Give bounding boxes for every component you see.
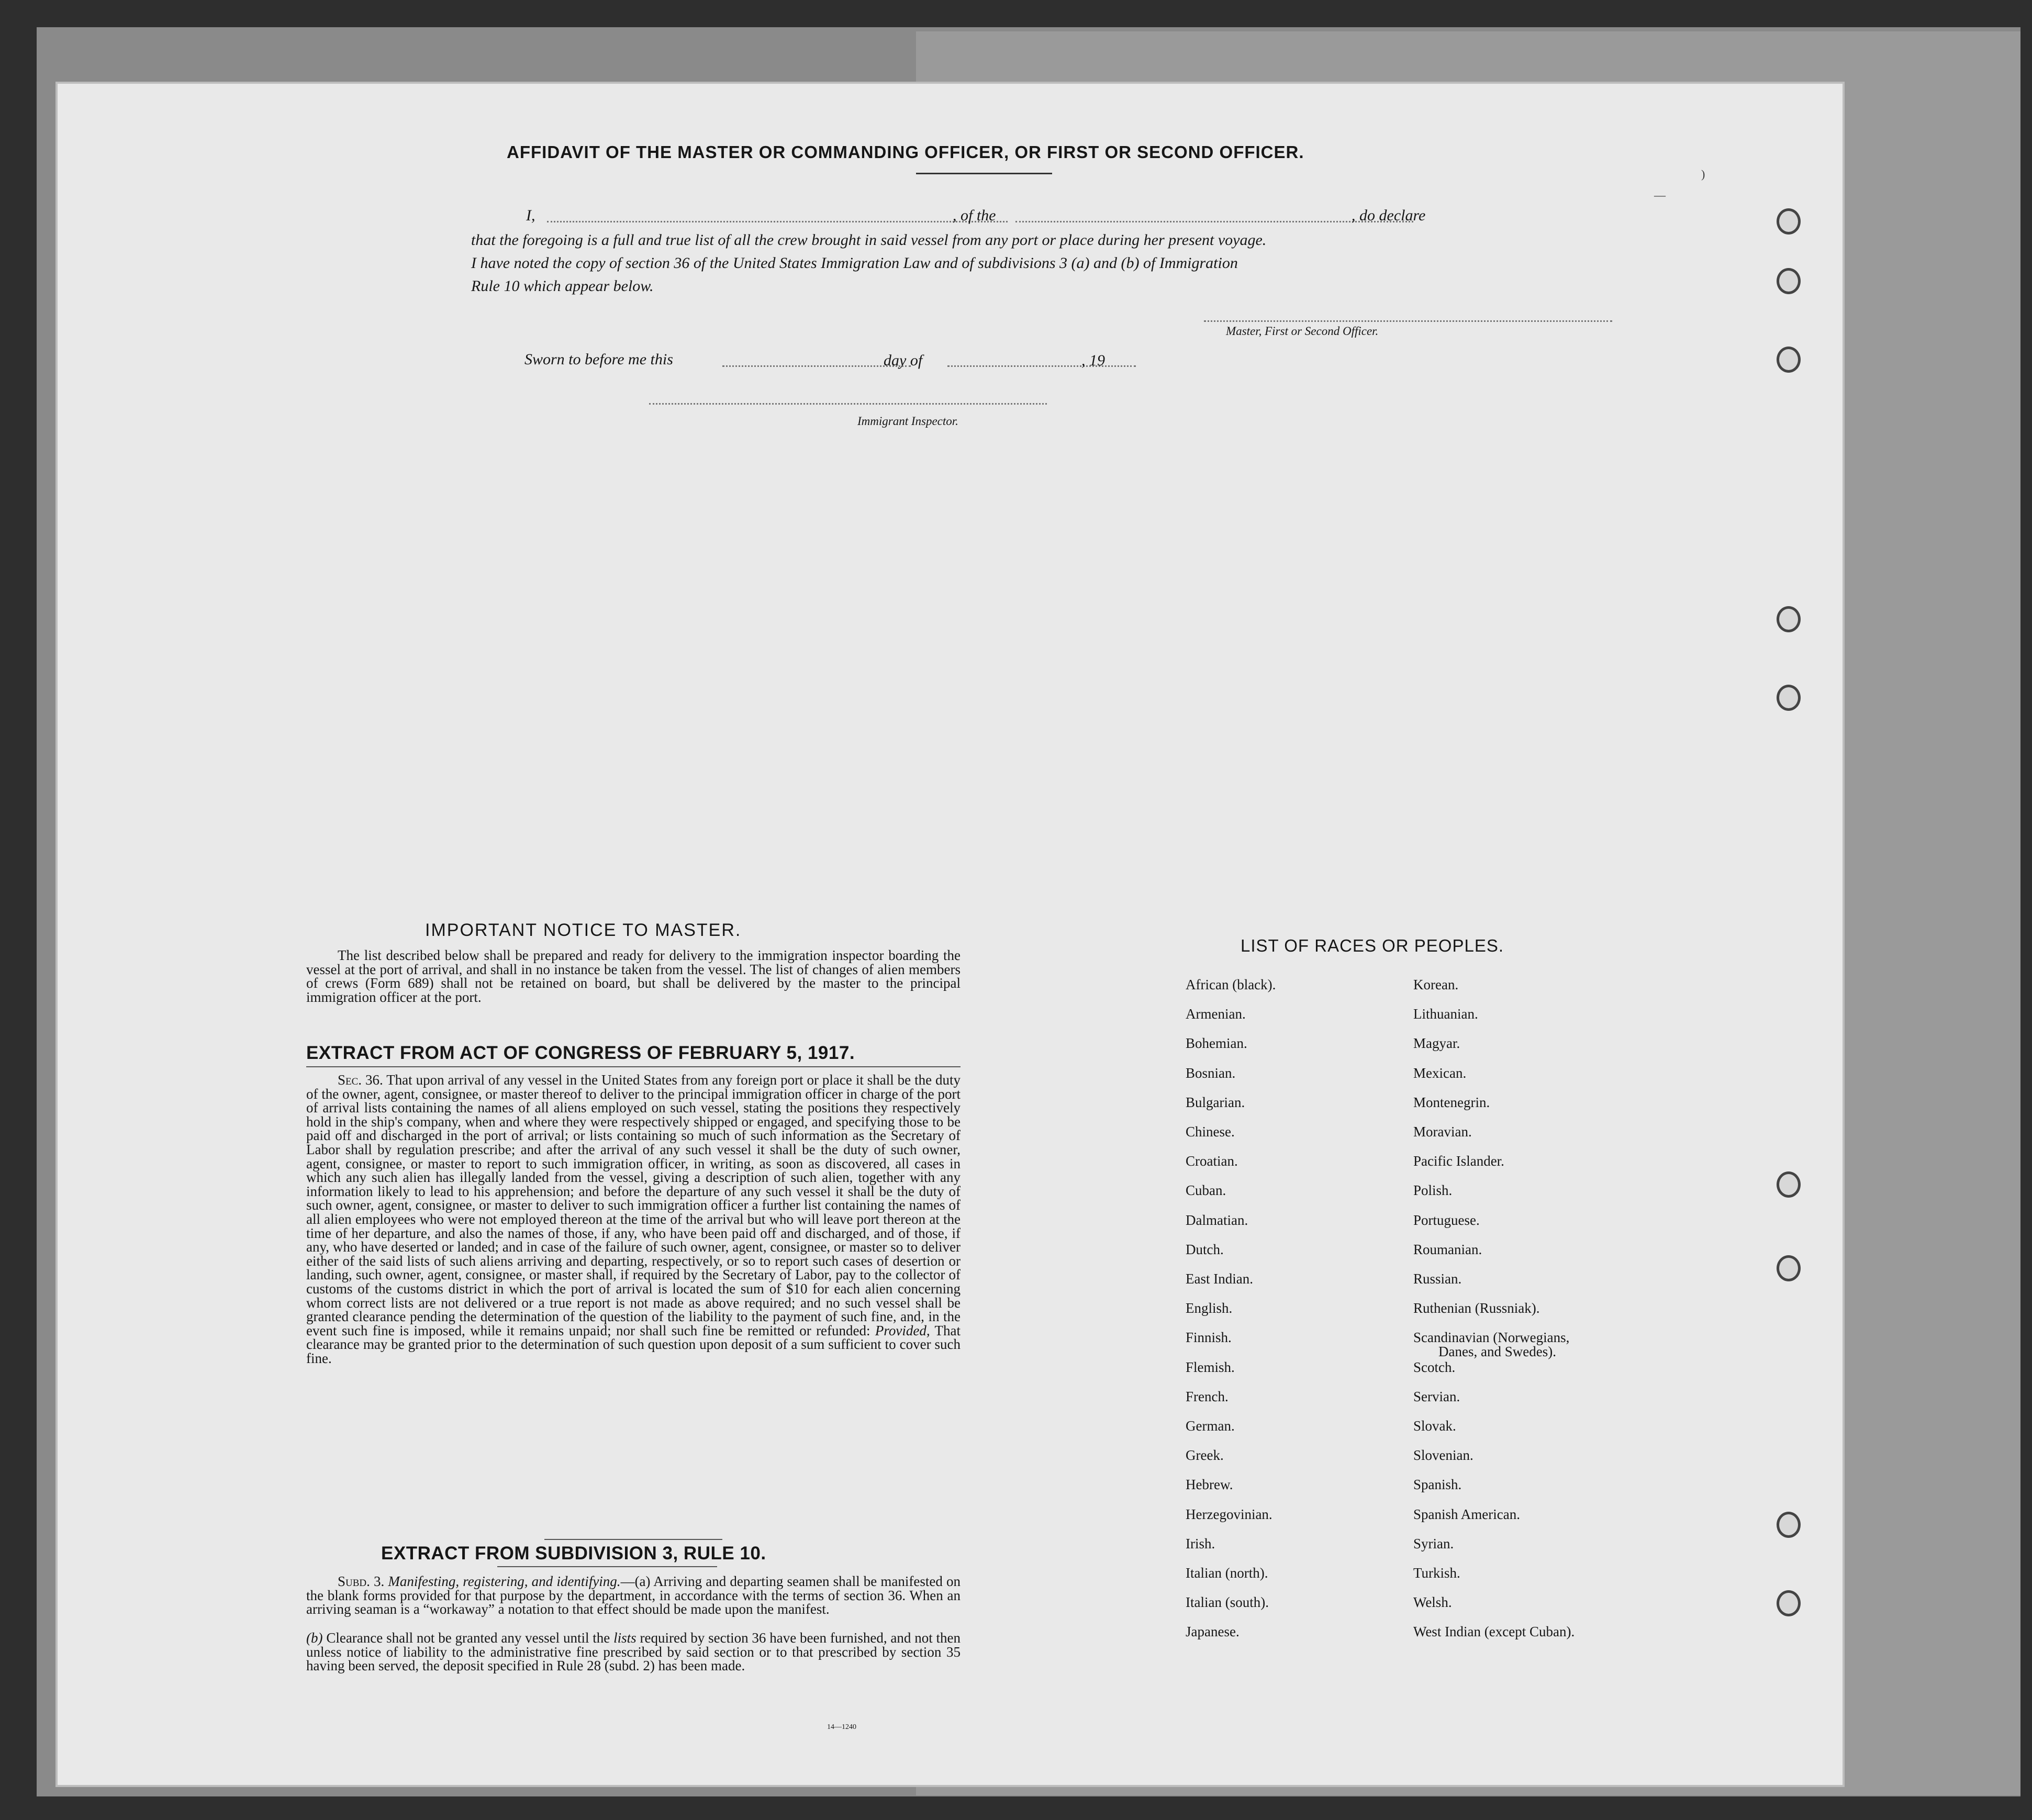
race-item: Slovenian.: [1413, 1447, 1473, 1464]
affidavit-of-the: , of the: [953, 207, 996, 224]
race-item: West Indian (except Cuban).: [1413, 1624, 1575, 1640]
race-item: Flemish.: [1186, 1359, 1235, 1375]
race-item: Lithuanian.: [1413, 1006, 1478, 1022]
para-b-lists: lists: [613, 1630, 637, 1646]
para-a-text: Arriving and departing seamen shall be manifested on the blank forms provided for that purpose by the department, in accordance with the terms of section 36. When an arriving seaman is a “workaway” a notation to that effect should be made upon the manifest.: [306, 1573, 961, 1617]
act-extract-title: EXTRACT FROM ACT OF CONGRESS OF FEBRUARY 5, 1917.: [306, 1043, 855, 1063]
race-item: Montenegrin.: [1413, 1094, 1490, 1110]
binder-hole: [1777, 268, 1801, 294]
race-item: Italian (north).: [1186, 1565, 1268, 1581]
manifest-page: [58, 84, 1843, 1785]
race-item: Italian (south).: [1186, 1594, 1269, 1611]
notice-body: [306, 948, 961, 1004]
race-item: Bohemian.: [1186, 1035, 1247, 1052]
race-item: Bosnian.: [1186, 1065, 1236, 1081]
binder-hole: [1777, 208, 1801, 235]
binder-hole: [1777, 1512, 1801, 1538]
race-item: Danes, and Swedes).: [1438, 1344, 1556, 1360]
race-item: Korean.: [1413, 977, 1459, 992]
race-item: Russian.: [1413, 1271, 1462, 1287]
year-text: , 19: [1081, 352, 1105, 369]
binder-hole: [1777, 347, 1801, 373]
rule-extract-para-b: [306, 1631, 961, 1673]
race-item: Irish.: [1186, 1535, 1215, 1551]
inspector-signature-line: [649, 403, 1047, 405]
form-number: 14—1240: [827, 1723, 856, 1731]
binder-hole: [1777, 1255, 1801, 1281]
rule-extract-para-a: [306, 1575, 961, 1616]
race-item: Japanese.: [1186, 1624, 1240, 1640]
race-item: Armenian.: [1186, 1006, 1246, 1022]
race-item: Dalmatian.: [1186, 1212, 1248, 1228]
sworn-month-blank: [947, 365, 1136, 367]
binder-hole: [1777, 606, 1801, 632]
race-item: Roumanian.: [1413, 1241, 1482, 1257]
section-36-text: That upon arrival of any vessel in the United States from any foreign port or place it shall be the duty of the owner, agent, consignee, or master thereof to deliver to the principal immigration officer in charge of the port of arrival lists containing the names of all aliens employed on such vessel, stating the positions they respectively hold in the ship's company, when and where they were respectively shipped or engaged, and specifying those to be paid off and discharged in the port of arrival; or lists containing so much of such information as the Secretary of Labor shall by regulation prescribe; and after the arrival of any such vessel it shall be the duty of such owner, agent, consignee, or master to report to such immigration officer, in writing, as soon as discovered, all cases in which any such alien has illegally landed from the vessel, giving a description of such alien, together with any information likely to lead to his apprehension; and before the departure of any such vessel it shall be the duty of such owner, agent, consignee, or master to deliver to such immigration officer a further list containing the names of all alien employees who were not employed thereon at the time of the arrival but who will leave port thereon at the time of her departure, and also the names of those, if any, who have been paid off and discharged, and of those, if any, who have deserted or landed; and in case of the failure of such owner, agent, consignee, or master so to deliver either of the said lists of such aliens arriving and departing, respectively, or so to report such cases of desertion or landing, such owner, agent, consignee, or master shall, if required by the Secretary of Labor, pay to the collector of customs of the customs district in which the port of arrival is located the sum of $10 for each alien concerning whom correct lists are not delivered or a true report is not made as above required; and no such vessel shall be granted clearance pending the determination of the question of the liability to the payment of such fine, and, in the event such fine is imposed, while it remains unpaid; nor shall such fine be remitted or refunded:: [306, 1072, 961, 1338]
act-extract-end-rule: [544, 1539, 722, 1540]
affidavit-line-3: I have noted the copy of section 36 of the United States Immigration Law and of subdivisions 3 (a) and (b) of Immigration: [471, 254, 1238, 272]
race-item: Slovak.: [1413, 1418, 1456, 1434]
race-item: Magyar.: [1413, 1035, 1460, 1052]
affidavit-line-4: Rule 10 which appear below.: [471, 277, 654, 295]
affidavit-i: I,: [526, 207, 535, 224]
sworn-text: Sworn to before me this: [524, 351, 673, 368]
para-b-label: (b): [306, 1630, 323, 1646]
race-item: German.: [1186, 1418, 1235, 1434]
race-item: English.: [1186, 1300, 1233, 1316]
race-item: Bulgarian.: [1186, 1094, 1245, 1110]
margin-mark: ): [1701, 168, 1705, 181]
act-extract-underline: [306, 1066, 961, 1067]
para-b-text-1: Clearance shall not be granted any vessel until the: [326, 1630, 610, 1646]
race-item: Herzegovinian.: [1186, 1506, 1272, 1522]
subdivision-heading: Manifesting, registering, and identifying.: [388, 1573, 621, 1589]
binder-hole: [1777, 1590, 1801, 1616]
master-signature-line: [1204, 320, 1612, 322]
affidavit-declare: , do declare: [1352, 207, 1426, 224]
affidavit-line-2: that the foregoing is a full and true list of all the crew brought in said vessel from any port or place during her present voyage.: [471, 231, 1267, 249]
race-item: Mexican.: [1413, 1065, 1467, 1081]
race-item: Syrian.: [1413, 1535, 1454, 1551]
margin-mark: —: [1654, 188, 1666, 202]
race-item: Dutch.: [1186, 1241, 1224, 1257]
rule-extract-underline: [497, 1566, 717, 1567]
binder-hole: [1777, 685, 1801, 711]
race-item: Welsh.: [1413, 1594, 1452, 1611]
race-item: Spanish.: [1413, 1477, 1462, 1493]
notice-title: IMPORTANT NOTICE TO MASTER.: [425, 920, 742, 940]
race-item: Hebrew.: [1186, 1477, 1233, 1493]
provided-label: Provided,: [875, 1322, 930, 1338]
binder-hole: [1777, 1171, 1801, 1198]
title-rule: [916, 173, 1052, 174]
act-extract-body: [306, 1073, 961, 1365]
affidavit-title: AFFIDAVIT OF THE MASTER OR COMMANDING OFFICER, OR FIRST OR SECOND OFFICER.: [507, 142, 1304, 162]
subdivision-label: Subd. 3.: [338, 1573, 385, 1589]
race-item: Spanish American.: [1413, 1506, 1520, 1522]
master-signature-label: Master, First or Second Officer.: [1226, 325, 1379, 338]
notice-text: The list described below shall be prepared and ready for delivery to the immigration inspector boarding the vessel at the port of arrival, and shall in no instance be taken from the vessel. The list of changes of alien members of crews (Form 689) shall not be retained on board, but shall be delivered by the master to the principal immigration officer at the port.: [306, 947, 961, 1005]
section-36-proviso: That clearance may be granted prior to the determination of such question upon deposit of a sum sufficient to cover such fine.: [306, 1322, 961, 1366]
race-item: African (black).: [1186, 977, 1276, 992]
race-item: Polish.: [1413, 1182, 1453, 1199]
name-blank: [547, 221, 1008, 222]
race-item: French.: [1186, 1388, 1229, 1404]
race-item: Ruthenian (Russniak).: [1413, 1300, 1540, 1316]
race-item: Turkish.: [1413, 1565, 1460, 1581]
inspector-signature-label: Immigrant Inspector.: [857, 415, 958, 428]
race-item: Greek.: [1186, 1447, 1224, 1464]
race-item: Croatian.: [1186, 1153, 1238, 1169]
race-item: Cuban.: [1186, 1182, 1226, 1199]
race-item: Scandinavian (Norwegians,: [1413, 1330, 1570, 1346]
race-item: Pacific Islander.: [1413, 1153, 1504, 1169]
day-of-text: day of: [884, 352, 923, 369]
sworn-day-blank: [722, 365, 911, 367]
race-item: Portuguese.: [1413, 1212, 1480, 1228]
section-label: Sec. 36.: [338, 1072, 383, 1088]
para-a-label: —(a): [620, 1573, 651, 1589]
races-title: LIST OF RACES OR PEOPLES.: [1241, 936, 1504, 955]
race-item: Scotch.: [1413, 1359, 1456, 1375]
race-item: Chinese.: [1186, 1124, 1235, 1140]
race-item: Moravian.: [1413, 1124, 1472, 1140]
race-item: East Indian.: [1186, 1271, 1253, 1287]
race-item: Servian.: [1413, 1388, 1460, 1404]
para-b-text-2: required by section 36 have been furnished, and not then unless notice of liability to the administrative fine prescribed by said section or to that prescribed by section 35 having been served, the deposit specified in Rule 28 (subd. 2) has been made.: [306, 1630, 961, 1674]
rule-extract-title: EXTRACT FROM SUBDIVISION 3, RULE 10.: [381, 1543, 766, 1564]
race-item: Finnish.: [1186, 1330, 1232, 1346]
